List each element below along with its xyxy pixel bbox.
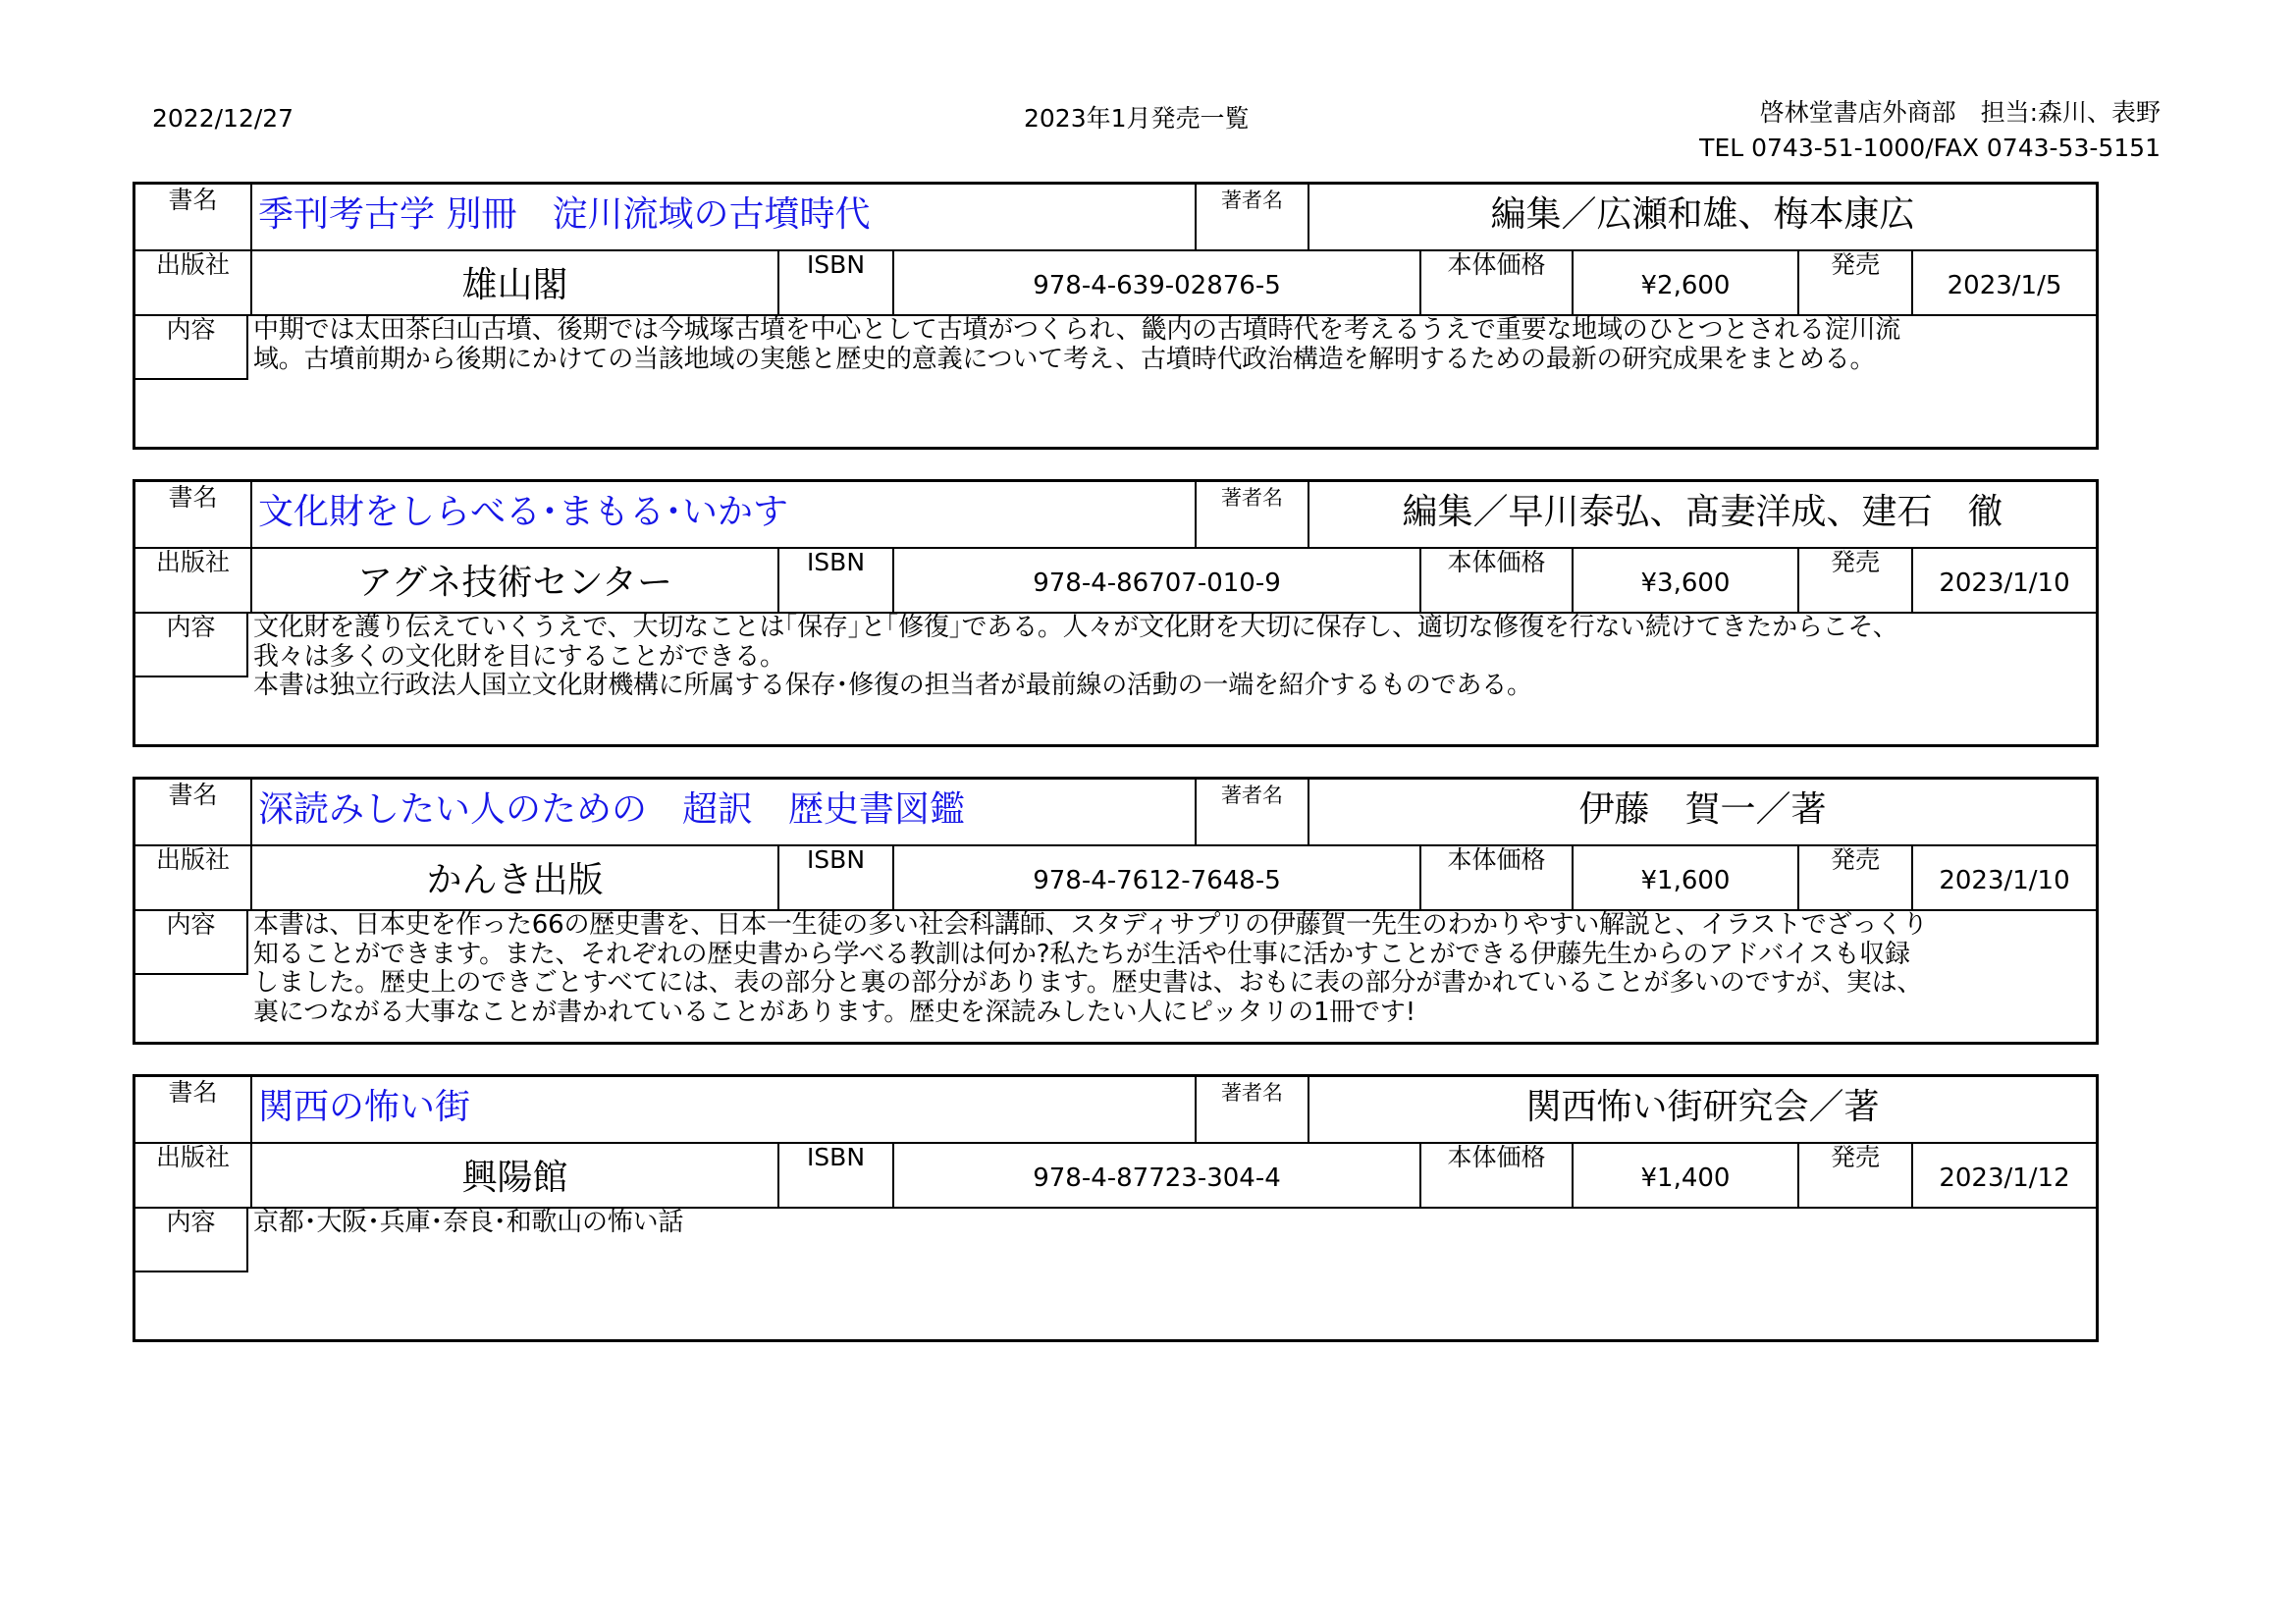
book-description: 文化財を護り伝えていくうえで、大切なことは｢保存｣と｢修復｣である。人々が文化財を大切に保存し、適切な修復を行ない続けてきたからこそ、 我々は多くの文化財を目にすることができる。 本書は独立行政法人国立文化財機構に所属する保存･修復の担当者が最前線の活動の一端を紹介するものである。: [253, 613, 1898, 700]
book-publisher: かんき出版: [250, 844, 777, 909]
book-title: 関西の怖い街: [250, 1077, 1195, 1142]
book-card: [133, 182, 2099, 450]
book-description: 本書は、日本史を作った66の歴史書を、日本一生徒の多い社会科講師、スタディサプリの伊藤賀一先生のわかりやすい解説と、イラストでざっくり 知ることができます。また、それぞれの歴史書から学べる教訓は何か?私たちが生活や仕事に活かすことができる伊藤先生からのアドバイスも収録 しました。歴史上のできごとすべてには、表の部分と裏の部分があります。歴史書は、おもに表の部分が書かれていることが多いのですが、実は、 裏につながる大事なことが書かれていることがあります。歴史を深読みしたい人にピッタリの1冊です!: [253, 910, 1928, 1027]
isbn-label: ISBN: [777, 1142, 892, 1207]
book-card: [133, 479, 2099, 747]
release-label: 発売: [1797, 547, 1911, 612]
book-author: 編集／広瀬和雄、梅本康広: [1308, 185, 2096, 249]
content-label: 内容: [135, 909, 248, 975]
book-isbn: 978-4-86707-010-9: [892, 547, 1419, 612]
release-label: 発売: [1797, 249, 1911, 314]
book-title: 季刊考古学 別冊 淀川流域の古墳時代: [250, 185, 1195, 249]
book-release-date: 2023/1/10: [1911, 547, 2096, 612]
info-row: [135, 547, 2096, 614]
book-author: 編集／早川泰弘、髙妻洋成、建石 徹: [1308, 482, 2096, 547]
book-publisher: 興陽館: [250, 1142, 777, 1207]
report-date: 2022/12/27: [152, 104, 294, 133]
book-description: 中期では太田茶臼山古墳、後期では今城塚古墳を中心として古墳がつくられ、畿内の古墳時代を考えるうえで重要な地域のひとつとされる淀川流 域。古墳前期から後期にかけての当該地域の実態と歴史的意義について考え、古墳時代政治構造を解明するための最新の研究成果をまとめる。: [253, 315, 1901, 374]
price-label: 本体価格: [1419, 547, 1572, 612]
title-row: [135, 185, 2096, 251]
book-card: [133, 1074, 2099, 1342]
content-label: 内容: [135, 314, 248, 380]
publisher-label: 出版社: [155, 845, 230, 874]
book-release-date: 2023/1/10: [1911, 844, 2096, 909]
info-row: [135, 844, 2096, 911]
price-label: 本体価格: [1419, 1142, 1572, 1207]
book-price: ¥1,600: [1572, 844, 1797, 909]
book-author: 関西怖い街研究会／著: [1308, 1077, 2096, 1142]
content-label: 内容: [135, 1207, 248, 1272]
book-publisher: アグネ技術センター: [250, 547, 777, 612]
book-author: 伊藤 賀一／著: [1308, 780, 2096, 844]
release-label: 発売: [1797, 1142, 1911, 1207]
author-label: 著者名: [1195, 780, 1308, 844]
title-row: [135, 482, 2096, 549]
author-label: 著者名: [1195, 1077, 1308, 1142]
book-title: 文化財をしらべる･まもる･いかす: [250, 482, 1195, 547]
isbn-label: ISBN: [777, 249, 892, 314]
isbn-label: ISBN: [777, 844, 892, 909]
author-label: 著者名: [1195, 185, 1308, 249]
info-row: [135, 1142, 2096, 1209]
release-label: 発売: [1797, 844, 1911, 909]
book-price: ¥3,600: [1572, 547, 1797, 612]
book-isbn: 978-4-7612-7648-5: [892, 844, 1419, 909]
book-isbn: 978-4-639-02876-5: [892, 249, 1419, 314]
title-label: 書名: [168, 483, 218, 512]
book-publisher: 雄山閣: [250, 249, 777, 314]
title-label: 書名: [168, 781, 218, 809]
book-release-date: 2023/1/5: [1911, 249, 2096, 314]
title-label: 書名: [168, 1078, 218, 1107]
price-label: 本体価格: [1419, 844, 1572, 909]
book-isbn: 978-4-87723-304-4: [892, 1142, 1419, 1207]
book-price: ¥1,400: [1572, 1142, 1797, 1207]
title-row: [135, 780, 2096, 846]
publisher-label: 出版社: [155, 548, 230, 576]
publisher-label: 出版社: [155, 250, 230, 279]
title-row: [135, 1077, 2096, 1144]
info-row: [135, 249, 2096, 316]
book-release-date: 2023/1/12: [1911, 1142, 2096, 1207]
author-label: 著者名: [1195, 482, 1308, 547]
publisher-label: 出版社: [155, 1143, 230, 1171]
price-label: 本体価格: [1419, 249, 1572, 314]
company-phone-fax: TEL 0743-51-1000/FAX 0743-53-5151: [1699, 134, 2161, 162]
book-title: 深読みしたい人のための 超訳 歴史書図鑑: [250, 780, 1195, 844]
report-title: 2023年1月発売一覧: [1024, 104, 1250, 133]
isbn-label: ISBN: [777, 547, 892, 612]
content-label: 内容: [135, 612, 248, 677]
book-price: ¥2,600: [1572, 249, 1797, 314]
book-card: [133, 777, 2099, 1045]
title-label: 書名: [168, 186, 218, 214]
book-description: 京都･大阪･兵庫･奈良･和歌山の怖い話: [253, 1208, 684, 1237]
company-contact-person: 啓林堂書店外商部 担当:森川、表野: [1759, 98, 2161, 127]
